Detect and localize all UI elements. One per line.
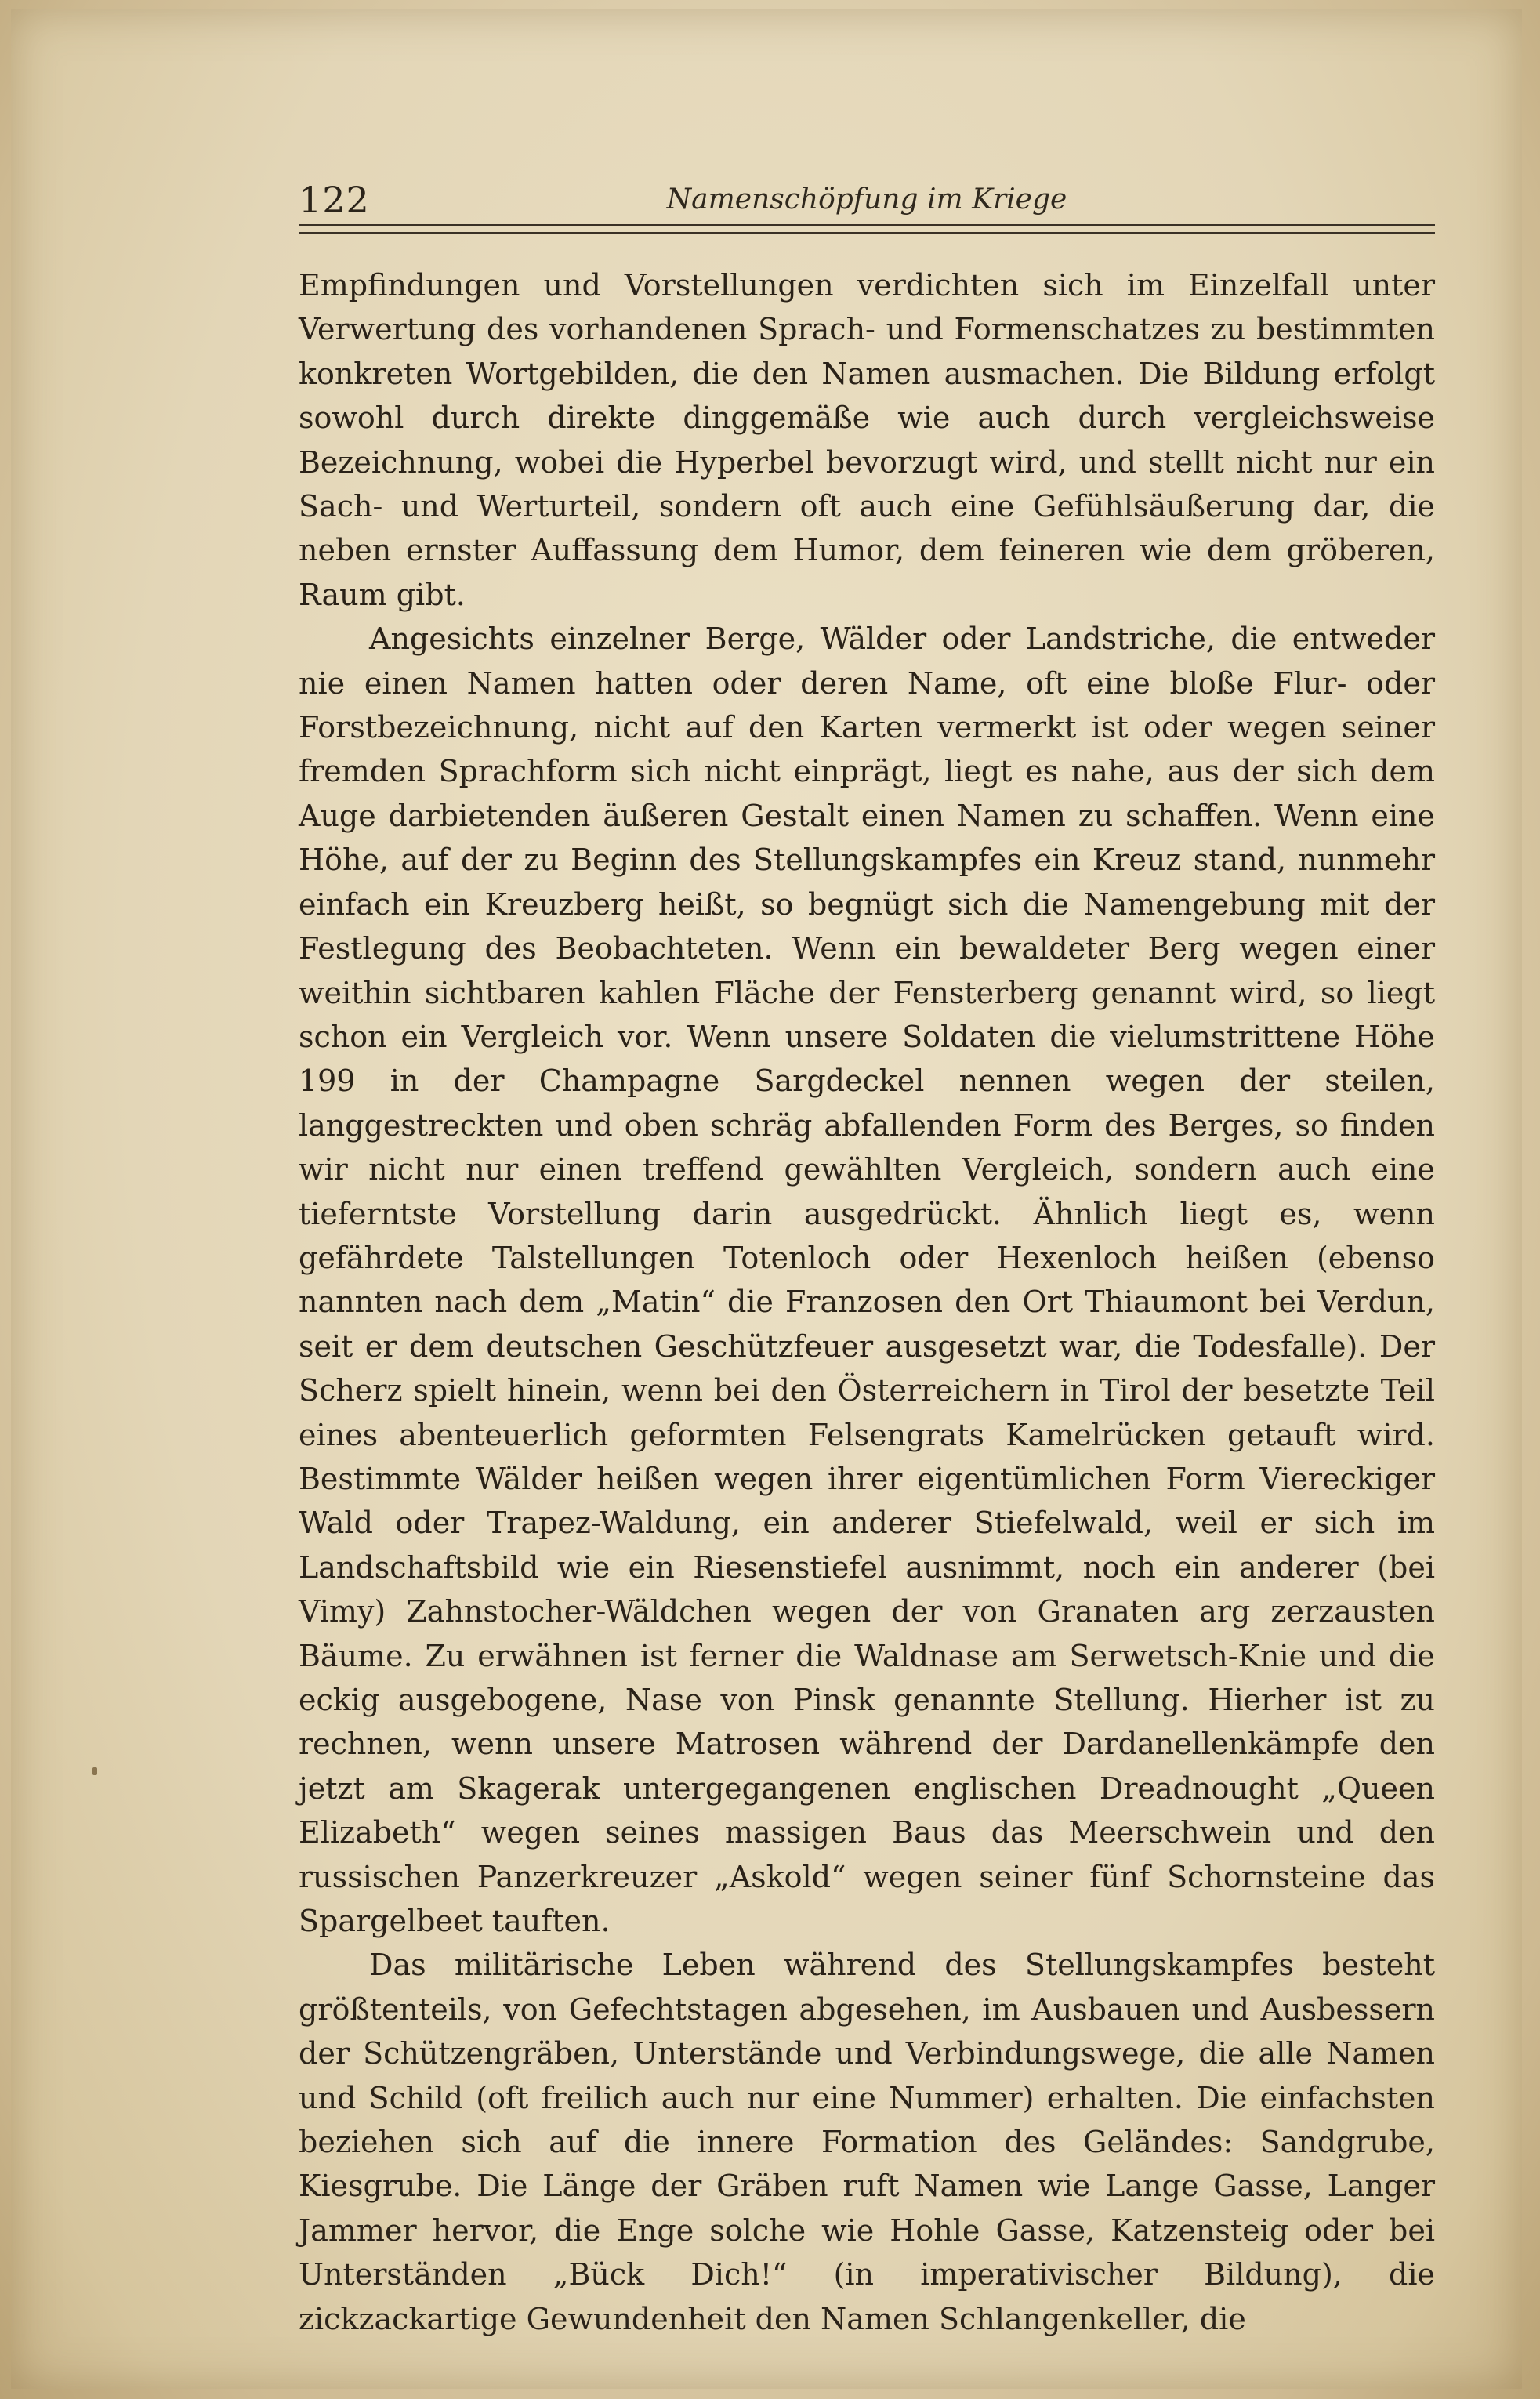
page-number: 122 xyxy=(299,179,370,221)
header-rule-top xyxy=(299,224,1435,226)
paragraph-1: Empfindungen und Vorstellungen verdichten sich im Einzelfall unter Verwertung des vorhandenen Sprach- und Formenschatzes zu bestimmten konkreten Wortgebilden, die den Namen ausmachen. Die Bildung erfolgt sowohl durch direkte dinggemäße wie auch durch vergleichsweise Bezeichnung, wobei die Hyperbel bevorzugt wird, und stellt nicht nur ein Sach- und Werturteil, sondern oft auch eine Gefühlsäußerung dar, die neben ernster Auffassung dem Humor, dem feineren wie dem gröberen, Raum gibt. xyxy=(299,268,1435,612)
margin-mark xyxy=(92,1767,97,1775)
page-header xyxy=(299,179,1435,224)
paragraph-2: Angesichts einzelner Berge, Wälder oder Landstriche, die entweder nie einen Namen hatten oder deren Name, oft eine bloße Flur- oder Forstbezeichnung, nicht auf den Karten vermerkt ist oder wegen seiner fremden Sprachform sich nicht einprägt, liegt es nahe, aus der sich dem Auge darbietenden äußeren Gestalt einen Namen zu schaffen. Wenn eine Höhe, auf der zu Beginn des Stellungskampfes ein Kreuz stand, nunmehr einfach ein Kreuzberg heißt, so begnügt sich die Namengebung mit der Festlegung des Beobachteten. Wenn ein bewaldeter Berg wegen einer weithin sichtbaren kahlen Fläche der Fensterberg genannt wird, so liegt schon ein Vergleich vor. Wenn unsere Soldaten die vielumstrittene Höhe 199 in der Champagne Sargdeckel nennen wegen der steilen, langgestreckten und oben schräg abfallenden Form des Berges, so finden wir nicht nur einen treffend gewählten Vergleich, sondern auch eine tieferntste Vorstellung darin ausgedrückt. Ähnlich liegt es, wenn gefährdete Talstellungen Totenloch oder Hexenloch heißen (ebenso nannten nach dem „Matin“ die Franzosen den Ort Thiaumont bei Verdun, seit er dem deutschen Geschützfeuer ausgesetzt war, die Todesfalle). Der Scherz spielt hinein, wenn bei den Österreichern in Tirol der besetzte Teil eines abenteuerlich geformten Felsengrats Kamelrücken getauft wird. Bestimmte Wälder heißen wegen ihrer eigentümlichen Form Viereckiger Wald oder Trapez-Waldung, ein anderer Stiefelwald, weil er sich im Landschaftsbild wie ein Riesenstiefel ausnimmt, noch ein anderer (bei Vimy) Zahnstocher-Wäldchen wegen der von Granaten arg zerzausten Bäume. Zu erwähnen ist ferner die Waldnase am Serwetsch-Knie und die eckig ausgebogene, Nase von Pinsk genannte Stellung. Hierher ist zu rechnen, wenn unsere Matrosen während der Dardanellenkämpfe den jetzt am Skagerak untergegangenen englischen Dreadnought „Queen Elizabeth“ wegen seines massigen Baus das Meerschwein und den russischen Panzerkreuzer „Askold“ wegen seiner fünf Schornsteine das Spargelbeet tauften. xyxy=(299,621,1435,1939)
paragraph-3: Das militärische Leben während des Stellungskampfes besteht größtenteils, von Gefechtstagen abgesehen, im Ausbauen und Ausbessern der Schützengräben, Unterstände und Verbindungswege, die alle Namen und Schild (oft freilich auch nur eine Nummer) erhalten. Die einfachsten beziehen sich auf die innere Formation des Geländes: Sandgrube, Kiesgrube. Die Länge der Gräben ruft Namen wie Lange Gasse, Langer Jammer hervor, die Enge solche wie Hohle Gasse, Katzensteig oder bei Unterständen „Bück Dich!“ (in imperativischer Bildung), die zickzackartige Gewundenheit den Namen Schlangenkeller, die xyxy=(299,1948,1435,2336)
body-text xyxy=(299,263,1435,2341)
running-title: Namenschöpfung im Kriege xyxy=(666,183,1067,216)
header-rule-bottom xyxy=(299,232,1435,234)
